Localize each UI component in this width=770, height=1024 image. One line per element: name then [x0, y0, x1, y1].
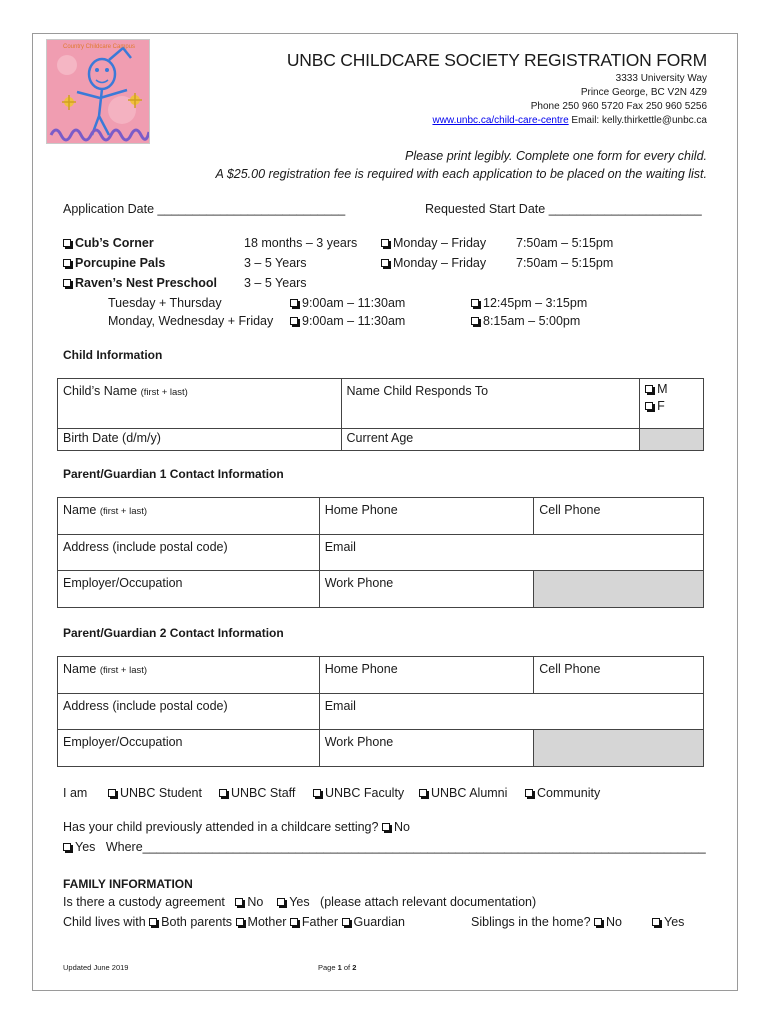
checkbox-icon[interactable] — [277, 898, 285, 906]
where-blank[interactable]: _________________________________________________________________________________ — [142, 840, 706, 854]
program-hours: 7:50am – 5:15pm — [516, 236, 614, 250]
application-date-blank[interactable]: ___________________________ — [157, 202, 346, 216]
previous-care-yes-option[interactable]: Yes — [63, 840, 95, 854]
custody-yes-option[interactable]: Yes — [277, 895, 309, 909]
affiliation-label: I am — [63, 786, 88, 800]
child-info-table — [57, 378, 704, 451]
custody-no-option[interactable]: No — [235, 895, 263, 909]
checkbox-icon[interactable] — [645, 385, 653, 393]
checkbox-icon[interactable] — [290, 918, 298, 926]
previous-care-question: Has your child previously attended in a childcare setting? No — [63, 820, 410, 834]
contact-line — [432, 115, 707, 126]
checkbox-icon[interactable] — [382, 823, 390, 831]
previous-care-yes-row — [63, 840, 706, 854]
checkbox-icon[interactable] — [645, 402, 653, 410]
checkbox-icon[interactable] — [235, 898, 243, 906]
lives-with-row: Child lives with Both parents Mother Father Guardian — [63, 915, 405, 929]
checkbox-icon[interactable] — [419, 789, 427, 797]
preschool-morning-option[interactable]: 9:00am – 11:30am — [290, 296, 405, 310]
phone-fax-line: Phone 250 960 5720 Fax 250 960 5256 — [530, 101, 707, 112]
guardian1-cell-phone-field[interactable]: Cell Phone — [534, 498, 704, 535]
checkbox-icon[interactable] — [63, 239, 71, 247]
affiliation-unbc-student[interactable]: UNBC Student — [108, 786, 202, 800]
guardian1-address-field[interactable]: Address (include postal code) — [58, 535, 320, 571]
checkbox-icon[interactable] — [652, 918, 660, 926]
society-logo — [46, 39, 150, 144]
checkbox-icon[interactable] — [525, 789, 533, 797]
sex-f-option[interactable]: F — [645, 398, 698, 415]
checkbox-icon[interactable] — [342, 918, 350, 926]
affiliation-unbc-staff[interactable]: UNBC Staff — [219, 786, 295, 800]
checkbox-icon[interactable] — [471, 317, 479, 325]
checkbox-icon[interactable] — [108, 789, 116, 797]
checkbox-icon[interactable] — [471, 299, 479, 307]
guardian2-heading: Parent/Guardian 2 Contact Information — [63, 626, 284, 640]
logo-drawing — [47, 40, 150, 144]
start-date-field[interactable] — [425, 202, 702, 216]
lives-with-father[interactable]: Father — [290, 915, 338, 929]
checkbox-icon[interactable] — [313, 789, 321, 797]
checkbox-icon[interactable] — [290, 299, 298, 307]
siblings-yes-option[interactable]: Yes — [652, 915, 684, 929]
program-age: 3 – 5 Years — [244, 276, 307, 290]
checkbox-icon[interactable] — [236, 918, 244, 926]
guardian1-heading: Parent/Guardian 1 Contact Information — [63, 467, 284, 481]
sex-m-option[interactable]: M — [645, 381, 698, 398]
preschool-morning-option[interactable]: 9:00am – 11:30am — [290, 314, 405, 328]
preschool-days: Monday, Wednesday + Friday — [108, 314, 274, 328]
child-sex-field[interactable] — [640, 379, 704, 429]
guardian1-employer-field[interactable]: Employer/Occupation — [58, 571, 320, 608]
form-title: UNBC CHILDCARE SOCIETY REGISTRATION FORM — [286, 50, 707, 70]
website-link[interactable]: www.unbc.ca/child-care-centre — [432, 115, 569, 126]
guardian2-work-phone-field[interactable]: Work Phone — [319, 730, 534, 767]
affiliation-unbc-faculty[interactable]: UNBC Faculty — [313, 786, 404, 800]
lives-with-mother[interactable]: Mother — [236, 915, 287, 929]
checkbox-icon[interactable] — [594, 918, 602, 926]
lives-with-guardian[interactable]: Guardian — [342, 915, 405, 929]
program-cubs-corner[interactable]: Cub’s Corner — [63, 236, 154, 250]
start-date-label: Requested Start Date — [425, 202, 546, 216]
checkbox-icon[interactable] — [219, 789, 227, 797]
shaded-cell — [534, 730, 704, 767]
guardian2-email-field[interactable]: Email — [319, 694, 703, 730]
program-hours: 7:50am – 5:15pm — [516, 256, 614, 270]
child-info-heading: Child Information — [63, 348, 163, 362]
preschool-days: Tuesday + Thursday — [108, 296, 222, 310]
siblings-no-option[interactable]: No — [594, 915, 622, 929]
shaded-cell — [640, 429, 704, 451]
checkbox-icon[interactable] — [290, 317, 298, 325]
child-name-field[interactable]: Child’s Name (first + last) — [58, 379, 342, 429]
checkbox-icon[interactable] — [149, 918, 157, 926]
preschool-afternoon-option[interactable]: 8:15am – 5:00pm — [471, 314, 580, 328]
current-age-field[interactable]: Current Age — [341, 429, 640, 451]
where-label: Where — [105, 840, 143, 854]
family-info-heading: FAMILY INFORMATION — [63, 877, 193, 891]
guardian1-email-field[interactable]: Email — [319, 535, 703, 571]
instruction-line-1: Please print legibly. Complete one form for every child. — [405, 149, 707, 163]
guardian1-table — [57, 497, 704, 608]
guardian2-table — [57, 656, 704, 767]
page-number: Page 1 of 2 — [318, 963, 357, 972]
previous-care-no-option[interactable]: No — [382, 820, 410, 834]
program-porcupine-pals[interactable]: Porcupine Pals — [63, 256, 165, 270]
checkbox-icon[interactable] — [63, 279, 71, 287]
guardian1-home-phone-field[interactable]: Home Phone — [319, 498, 534, 535]
guardian2-home-phone-field[interactable]: Home Phone — [319, 657, 534, 694]
program-age: 3 – 5 Years — [244, 256, 307, 270]
guardian2-employer-field[interactable]: Employer/Occupation — [58, 730, 320, 767]
shaded-cell — [534, 571, 704, 608]
program-days-option[interactable]: Monday – Friday — [381, 256, 486, 270]
guardian1-work-phone-field[interactable]: Work Phone — [319, 571, 534, 608]
email-text: Email: kelly.thirkettle@unbc.ca — [571, 115, 707, 126]
guardian2-cell-phone-field[interactable]: Cell Phone — [534, 657, 704, 694]
address-line: 3333 University Way — [615, 73, 707, 84]
start-date-blank[interactable]: ______________________ — [548, 202, 702, 216]
instruction-line-2: A $25.00 registration fee is required with each application to be placed on the waiting list. — [215, 167, 707, 181]
preschool-afternoon-option[interactable]: 12:45pm – 3:15pm — [471, 296, 587, 310]
checkbox-icon[interactable] — [381, 259, 389, 267]
birth-date-field[interactable]: Birth Date (d/m/y) — [58, 429, 342, 451]
custody-question: Is there a custody agreement No Yes (please attach relevant documentation) — [63, 895, 537, 909]
checkbox-icon[interactable] — [63, 259, 71, 267]
affiliation-community[interactable]: Community — [525, 786, 600, 800]
lives-with-both-parents[interactable]: Both parents — [149, 915, 232, 929]
guardian2-name-field[interactable]: Name (first + last) — [58, 657, 320, 694]
program-days-option[interactable]: Monday – Friday — [381, 236, 486, 250]
siblings-row: Siblings in the home? No — [471, 915, 622, 929]
application-date-label: Application Date — [63, 202, 155, 216]
updated-note: Updated June 2019 — [63, 963, 129, 972]
city-line: Prince George, BC V2N 4Z9 — [580, 87, 707, 98]
program-ravens-nest[interactable]: Raven’s Nest Preschool — [63, 276, 217, 290]
application-date-field[interactable] — [63, 202, 345, 216]
guardian2-address-field[interactable]: Address (include postal code) — [58, 694, 320, 730]
checkbox-icon[interactable] — [63, 843, 71, 851]
guardian1-name-field[interactable]: Name (first + last) — [58, 498, 320, 535]
program-age: 18 months – 3 years — [244, 236, 358, 250]
affiliation-unbc-alumni[interactable]: UNBC Alumni — [419, 786, 507, 800]
child-responds-field[interactable]: Name Child Responds To — [341, 379, 640, 429]
checkbox-icon[interactable] — [381, 239, 389, 247]
svg-text:Country Childcare Campus: Country Childcare Campus — [62, 44, 136, 50]
